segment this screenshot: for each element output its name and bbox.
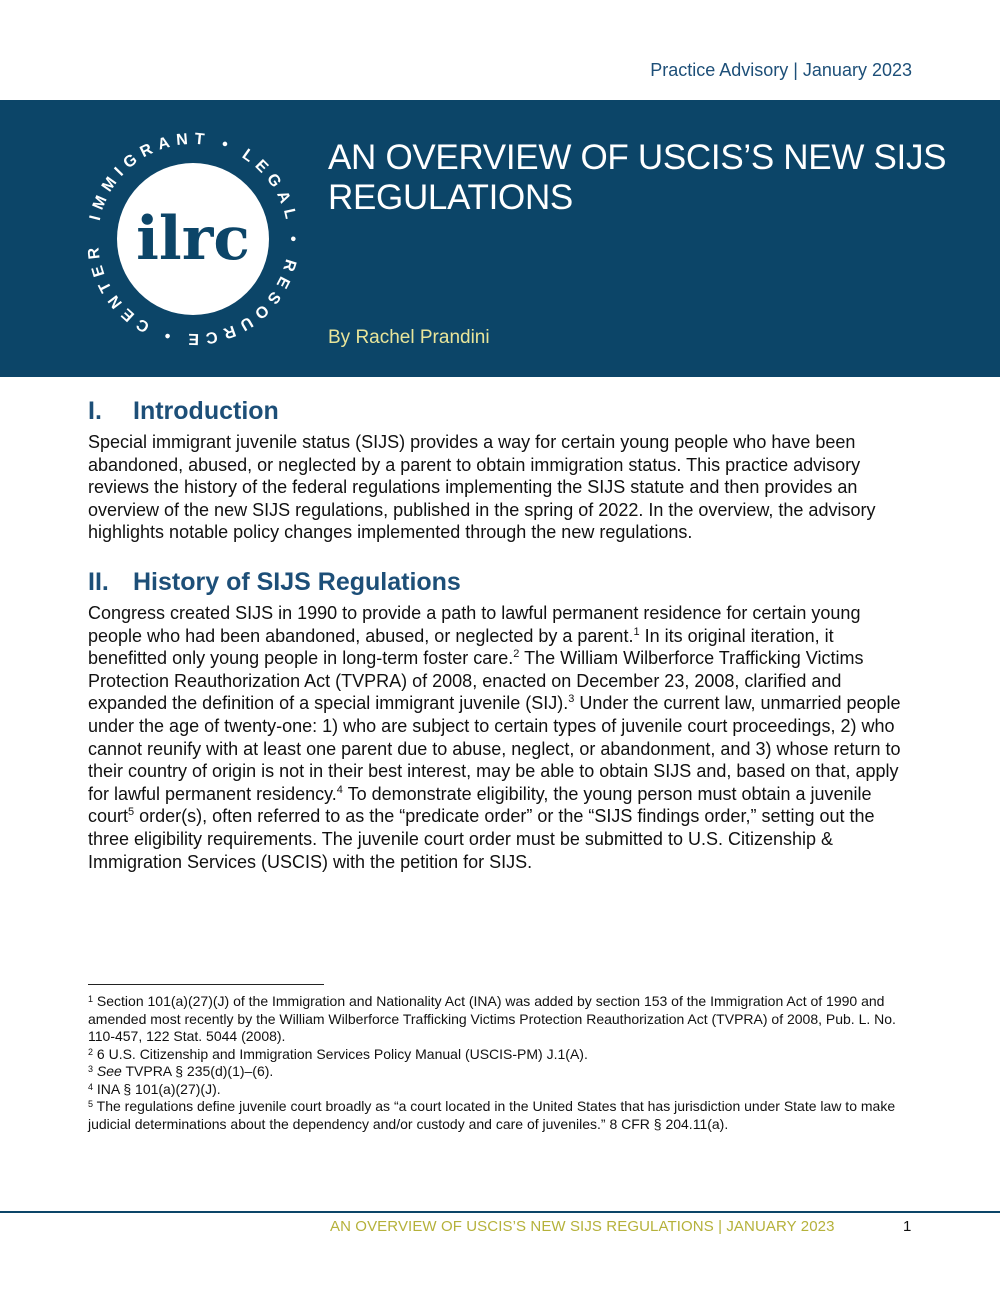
section-heading-text: History of SIJS Regulations xyxy=(133,567,461,596)
paragraph-text: Under the current law, unmarried people under the age of twenty-one: 1) who are subject to certain types of juvenile court proceedings, 2) who cannot reunify with at least one parent due to abuse, neglect, or abandonment, and 3) whose return to their country of origin is not in their best interest, may be able to obtain SIJS and, based on that, apply for lawful permanent residency. xyxy=(88,693,901,804)
section-heading-text: Introduction xyxy=(133,397,279,425)
main-content xyxy=(88,393,914,873)
history-paragraph xyxy=(88,602,914,873)
footnote-text: TVPRA § 235(d)(1)–(6). xyxy=(121,1063,274,1079)
section-number: II. xyxy=(88,567,109,596)
footnote-ref[interactable]: 2 xyxy=(513,648,520,661)
section-introduction xyxy=(88,393,914,544)
page-number: 1 xyxy=(903,1218,912,1235)
footer-running-title: AN OVERVIEW OF USCIS’S NEW SIJS REGULATIONS | JANUARY 2023 xyxy=(330,1218,835,1235)
footnote xyxy=(88,1046,914,1064)
footnote xyxy=(88,1081,914,1099)
paragraph-text: The William Wilberforce Trafficking Victims Protection Reauthorization Act (TVPRA) of 2008, enacted on December 23, 2008, clarified and expanded the definition of a special immigrant juvenile (SIJ). xyxy=(88,648,864,714)
section-history xyxy=(88,564,914,873)
footnote-ref[interactable]: 3 xyxy=(568,693,575,706)
ilrc-logo xyxy=(82,128,304,350)
footnote-mark: 4 xyxy=(88,1081,94,1092)
footnote-divider xyxy=(88,984,324,985)
footnotes xyxy=(88,993,914,1133)
paragraph-text: In its original iteration, it benefitted only young people in long-term foster care. xyxy=(88,625,834,669)
section-number: I. xyxy=(88,397,102,425)
footnote-text: Section 101(a)(27)(J) of the Immigration and Nationality Act (INA) was added by section 153 of the Immigration Act of 1990 and amended most recently by the William Wilberforce Trafficking Victims Protection Reauthorization Act (TVPRA) of 2008, Pub. L. No. 110-457, 122 Stat. 5044 (2008). xyxy=(88,993,896,1044)
footnote-text: The regulations define juvenile court broadly as “a court located in the United States that has jurisdiction under State law to make judicial determinations about the dependency and/or custody and care of juveniles.” 8 CFR § 204.11(a). xyxy=(88,1098,896,1132)
footnote-mark: 5 xyxy=(88,1099,94,1109)
footnote xyxy=(88,1063,914,1081)
practice-advisory-label: Practice Advisory | January 2023 xyxy=(650,60,912,80)
footnote-ref[interactable]: 4 xyxy=(336,783,343,796)
footnote xyxy=(88,1098,914,1133)
logo-ring-text: IMMIGRANT • LEGAL • RESOURCE • CENTER xyxy=(84,130,302,348)
footnote-ref[interactable]: 1 xyxy=(633,625,640,638)
footnote-mark: 1 xyxy=(88,994,94,1004)
logo-wordmark: ilrc xyxy=(136,204,250,274)
footer-divider xyxy=(0,1211,1000,1213)
section-heading xyxy=(88,393,914,429)
footnote-ref[interactable]: 5 xyxy=(128,806,135,819)
footnote xyxy=(88,993,914,1046)
paragraph-text: To demonstrate eligibility, the young person must obtain a juvenile court xyxy=(88,783,872,827)
paragraph-text: order(s), often referred to as the “predicate order” or the “SIJS findings order,” setting out the three eligibility requirements. The juvenile court order must be submitted to U.S. Citizenship & Immigration Services (USCIS) with the petition for SIJS. xyxy=(88,806,875,872)
author-byline: By Rachel Prandini xyxy=(328,327,490,348)
footnote-mark: 3 xyxy=(88,1064,94,1074)
section-heading xyxy=(88,564,914,600)
footnote-text: INA § 101(a)(27)(J). xyxy=(96,1080,221,1097)
footnote-italic: See xyxy=(96,1063,122,1079)
paragraph-text: Congress created SIJS in 1990 to provide a path to lawful permanent residence for certain young people who had been abandoned, abused, or neglected by a parent. xyxy=(88,602,861,646)
footnote-text: 6 U.S. Citizenship and Immigration Services Policy Manual (USCIS-PM) J.1(A). xyxy=(96,1045,588,1062)
footnote-mark: 2 xyxy=(88,1046,94,1057)
document-title: AN OVERVIEW OF USCIS’S NEW SIJS REGULATIONS xyxy=(328,138,947,217)
introduction-paragraph: Special immigrant juvenile status (SIJS) provides a way for certain young people who have been abandoned, abused, or neglected by a parent to obtain immigration status. This practice advisory reviews the history of the federal regulations implementing the SIJS statute and then provides an overview of the new SIJS regulations, published in the spring of 2022. In the overview, the advisory highlights notable policy changes implemented through the new regulations. xyxy=(88,432,876,543)
